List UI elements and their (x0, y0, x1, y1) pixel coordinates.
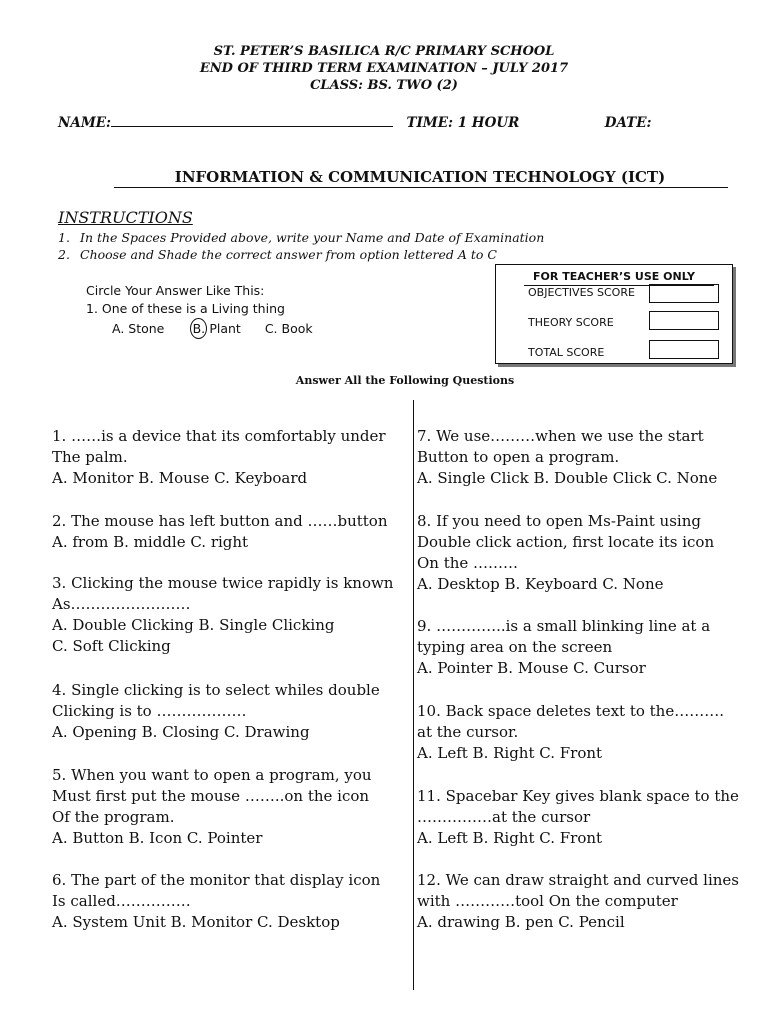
question-options: A. Pointer B. Mouse C. Cursor (417, 659, 646, 677)
objectives-score-cell[interactable] (649, 284, 719, 303)
question-8: 8. If you need to open Ms-Paint using Double click action, first locate its icon On the ……… A. Desktop B. Keyboard C. None (417, 512, 715, 593)
column-divider (413, 400, 414, 990)
objectives-score-label: OBJECTIVES SCORE (528, 286, 635, 299)
exam-header (0, 43, 768, 94)
instruction-item: 1. In the Spaces Provided above, write your Name and Date of Examination (58, 230, 545, 245)
instructions-title: INSTRUCTIONS (58, 208, 193, 227)
question-options: A. Monitor B. Mouse C. Keyboard (52, 469, 308, 487)
question-options: A. System Unit B. Monitor C. Desktop (52, 913, 340, 931)
question-6: 6. The part of the monitor that display icon Is called…………… A. System Unit B. Monitor C. Desktop (52, 871, 381, 931)
name-label: NAME: (58, 115, 112, 131)
question-options: A. Double Clicking B. Single Clicking (52, 616, 335, 634)
question-1: 1. ……is a device that its comfortably under The palm. A. Monitor B. Mouse C. Keyboard (52, 427, 386, 487)
example-option-c: C. Book (264, 321, 313, 336)
question-options: A. Desktop B. Keyboard C. None (417, 575, 664, 593)
name-time-date-line (58, 114, 652, 131)
question-options: A. Left B. Right C. Front (417, 829, 603, 847)
total-score-cell[interactable] (649, 340, 719, 359)
time-label: TIME: 1 HOUR (406, 115, 520, 131)
subject-underline (114, 187, 728, 188)
question-options: A. Left B. Right C. Front (417, 744, 603, 762)
answer-all-heading: Answer All the Following Questions (295, 374, 515, 387)
example-options (112, 318, 313, 339)
question-2: 2. The mouse has left button and ……button A. from B. middle C. right (52, 512, 388, 551)
question-3: 3. Clicking the mouse twice rapidly is known As…………………… A. Double Clicking B. Single Clicking C. Soft Clicking (52, 574, 394, 655)
example-option-a: A. Stone (112, 321, 165, 336)
name-blank[interactable] (111, 114, 393, 127)
total-score-label: TOTAL SCORE (528, 346, 605, 359)
example-intro: Circle Your Answer Like This: (86, 283, 265, 298)
theory-score-label: THEORY SCORE (528, 316, 614, 329)
question-options: C. Soft Clicking (52, 637, 171, 655)
question-options: A. drawing B. pen C. Pencil (417, 913, 625, 931)
class-label: CLASS: BS. TWO (2) (310, 78, 458, 93)
question-options: A. from B. middle C. right (52, 533, 249, 551)
school-name: ST. PETER’S BASILICA R/C PRIMARY SCHOOL (213, 44, 555, 59)
exam-title: END OF THIRD TERM EXAMINATION – JULY 2017 (199, 61, 569, 76)
question-12: 12. We can draw straight and curved lines with …………tool On the computer A. drawing B. pen C. Pencil (417, 871, 740, 931)
date-label: DATE: (604, 115, 652, 131)
question-5: 5. When you want to open a program, you Must first put the mouse ……..on the icon Of the program. A. Button B. Icon C. Pointer (52, 766, 372, 847)
question-9: 9. …………..is a small blinking line at a typing area on the screen A. Pointer B. Mouse C. Cursor (417, 617, 711, 677)
circled-answer: B. (190, 318, 207, 339)
theory-score-cell[interactable] (649, 311, 719, 330)
subject-title: INFORMATION & COMMUNICATION TECHNOLOGY (ICT) (174, 168, 666, 186)
teacher-use-box (495, 264, 733, 364)
question-7: 7. We use………when we use the start Button to open a program. A. Single Click B. Double Click C. None (417, 427, 718, 487)
question-11: 11. Spacebar Key gives blank space to the ……………at the cursor A. Left B. Right C. Front (417, 787, 739, 847)
example-question: 1. One of these is a Living thing (86, 301, 285, 316)
example-option-b: Plant (209, 321, 241, 336)
question-4: 4. Single clicking is to select whiles double Clicking is to ……………… A. Opening B. Closing C. Drawing (52, 681, 380, 741)
question-options: A. Single Click B. Double Click C. None (417, 469, 718, 487)
question-options: A. Opening B. Closing C. Drawing (52, 723, 310, 741)
question-10: 10. Back space deletes text to the………. at the cursor. A. Left B. Right C. Front (417, 702, 724, 762)
teacher-box-title: FOR TEACHER’S USE ONLY (533, 270, 695, 283)
question-options: A. Button B. Icon C. Pointer (52, 829, 263, 847)
instruction-item: 2. Choose and Shade the correct answer from option lettered A to C (58, 247, 497, 262)
